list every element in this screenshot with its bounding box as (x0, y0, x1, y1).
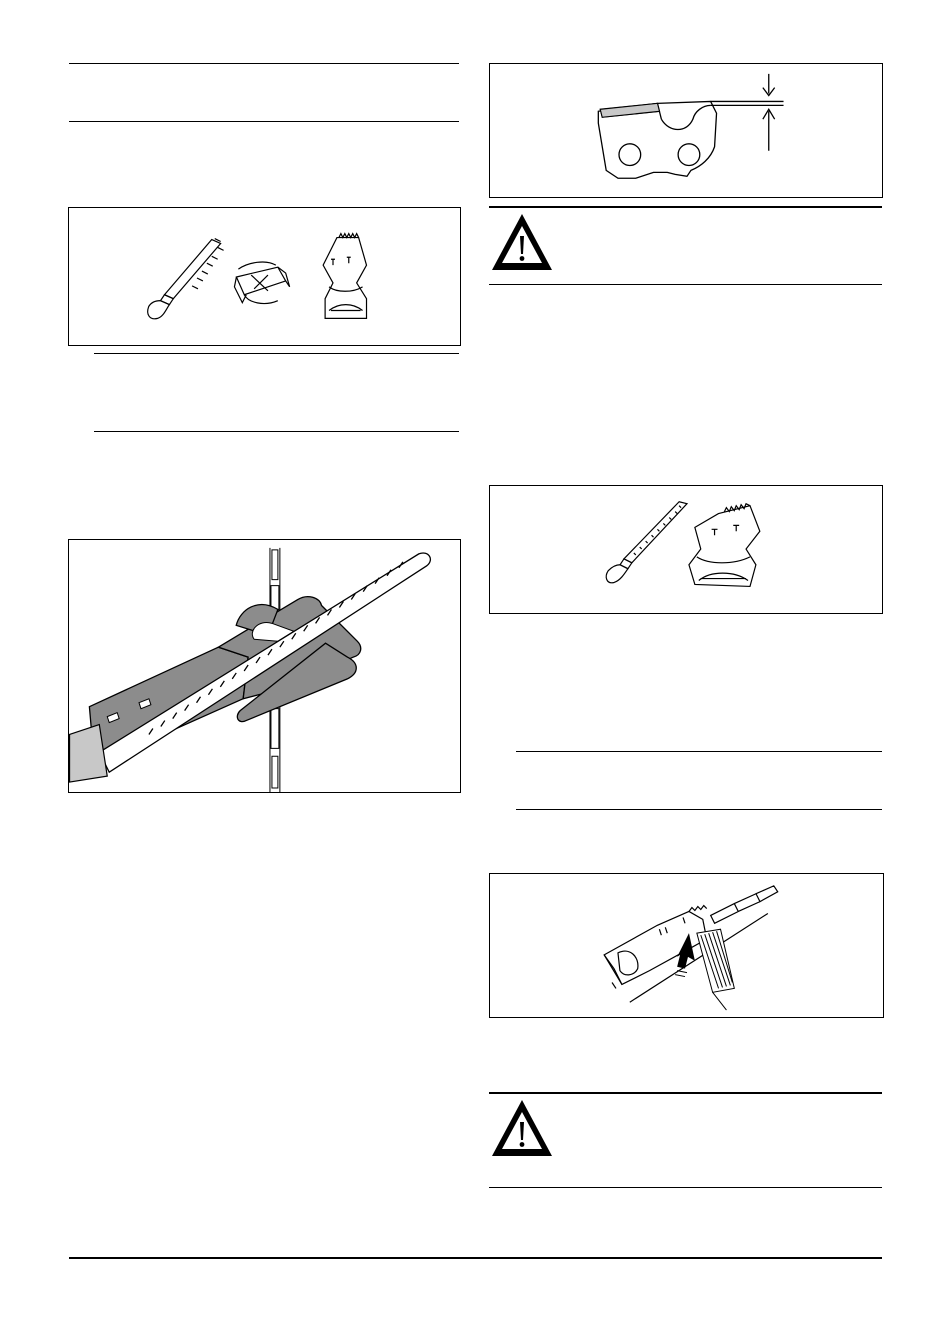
figure-file-in-holder (68, 539, 461, 793)
section-rule-bottom (69, 121, 459, 122)
file-in-guide-icon (69, 540, 460, 792)
warning-rule-bottom-1 (489, 284, 882, 285)
footer-rule (69, 1257, 882, 1259)
figure-cutter-depth-gauge (489, 63, 883, 198)
warning-rule-top-1 (489, 206, 882, 208)
figure-gauge-filing (489, 873, 884, 1018)
cutter-depth-gauge-icon (490, 64, 882, 197)
note-rule-bottom (94, 431, 459, 432)
sharpening-tools-icon (69, 208, 460, 345)
note-rule-bottom-right (516, 809, 882, 810)
note-rule-top-right (516, 751, 882, 752)
warning-rule-top-2 (489, 1092, 882, 1094)
gauge-filing-icon (490, 874, 883, 1017)
warning-triangle-icon (490, 1098, 554, 1158)
section-rule-top (69, 63, 459, 64)
warning-triangle-icon (490, 212, 554, 272)
flat-file-tools-icon (490, 486, 882, 613)
figure-sharpening-tools (68, 207, 461, 346)
note-rule-top (94, 353, 459, 354)
figure-flat-file-tools (489, 485, 883, 614)
warning-rule-bottom-2 (489, 1187, 882, 1188)
